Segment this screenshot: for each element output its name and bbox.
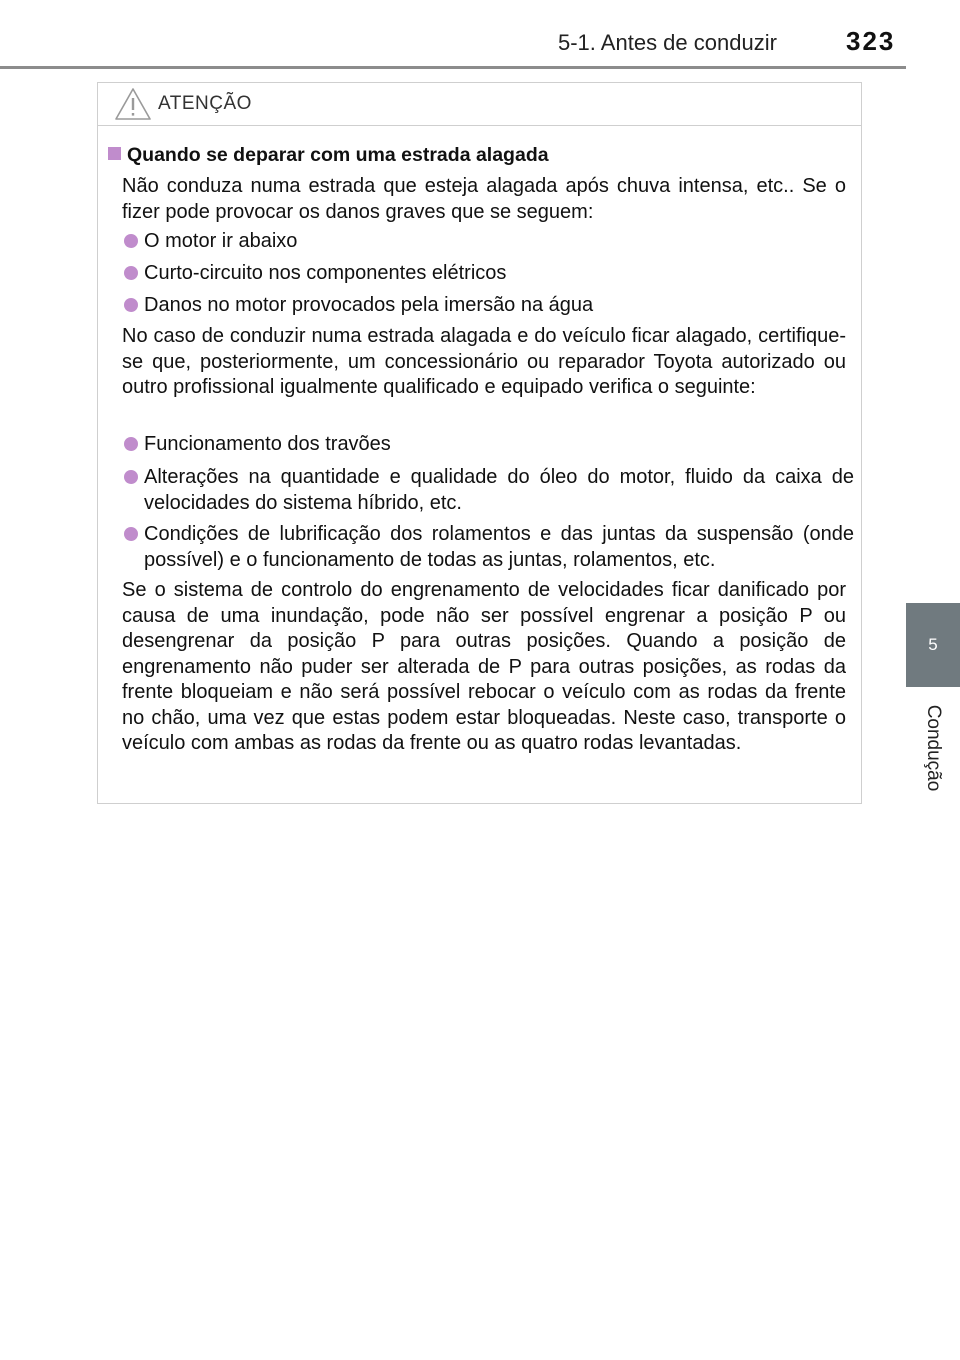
list-item-text: Funcionamento dos travões bbox=[144, 433, 391, 455]
section-title: 5-1. Antes de conduzir bbox=[558, 30, 777, 55]
warning-heading bbox=[108, 144, 549, 167]
bullet-dot-icon bbox=[124, 437, 138, 451]
square-bullet-icon bbox=[108, 147, 121, 160]
chapter-number: 5 bbox=[928, 635, 938, 654]
list-item bbox=[124, 229, 854, 255]
list-item-text: Danos no motor provocados pela imersão na água bbox=[144, 294, 594, 316]
list-item-text: Curto-circuito nos componentes elétricos bbox=[144, 262, 507, 284]
chapter-tab bbox=[906, 603, 960, 687]
bullet-dot-icon bbox=[124, 470, 138, 484]
list-item-text: O motor ir abaixo bbox=[144, 230, 298, 252]
list-item bbox=[124, 465, 854, 516]
warning-title: ATENÇÃO bbox=[158, 93, 252, 114]
warning-triangle-icon bbox=[114, 87, 152, 121]
list-item-text: Alterações na quantidade e qualidade do óleo do motor, fluido da caixa de velocidades do sistema híbrido, etc. bbox=[144, 466, 854, 514]
list-item-text: Condições de lubrificação dos rolamentos e das juntas da suspensão (onde possível) e o funcionamento de todas as juntas, rolamentos, etc. bbox=[144, 523, 854, 571]
check-intro-paragraph: No caso de conduzir numa estrada alagada e do veículo ficar alagado, certifique-se que, posteriormente, um concessionário ou reparador Toyota autorizado ou outro profissional igualmente qualificado e equipado verifica o seguinte: bbox=[122, 325, 846, 398]
warning-header bbox=[98, 83, 861, 126]
bullet-dot-icon bbox=[124, 527, 138, 541]
list-item bbox=[124, 293, 854, 319]
list-item bbox=[124, 261, 854, 287]
bullet-dot-icon bbox=[124, 298, 138, 312]
bullet-dot-icon bbox=[124, 234, 138, 248]
list-item bbox=[124, 522, 854, 573]
chapter-title: Condução bbox=[923, 704, 944, 792]
header-divider bbox=[0, 66, 906, 69]
closing-paragraph: Se o sistema de controlo do engrenamento de velocidades ficar danificado por causa de uma inundação, pode não ser possível engrenar a posição P ou desengrenar da posição P para outras posições. Quando a posição de engrenamento não puder ser alterada de P para outras posições, as rodas da frente bloqueiam e não será possível rebocar o veículo com as rodas da frente no chão, uma vez que estas podem estar bloqueadas. Neste caso, transporte o veículo com ambas as rodas da frente ou as quatro rodas levantadas. bbox=[122, 579, 846, 754]
bullet-dot-icon bbox=[124, 266, 138, 280]
page-number: 323 bbox=[846, 26, 896, 56]
list-item bbox=[124, 432, 854, 458]
intro-paragraph: Não conduza numa estrada que esteja alagada após chuva intensa, etc.. Se o fizer pode provocar os danos graves que se seguem: bbox=[122, 175, 846, 223]
warning-heading-text: Quando se deparar com uma estrada alagada bbox=[127, 144, 549, 166]
